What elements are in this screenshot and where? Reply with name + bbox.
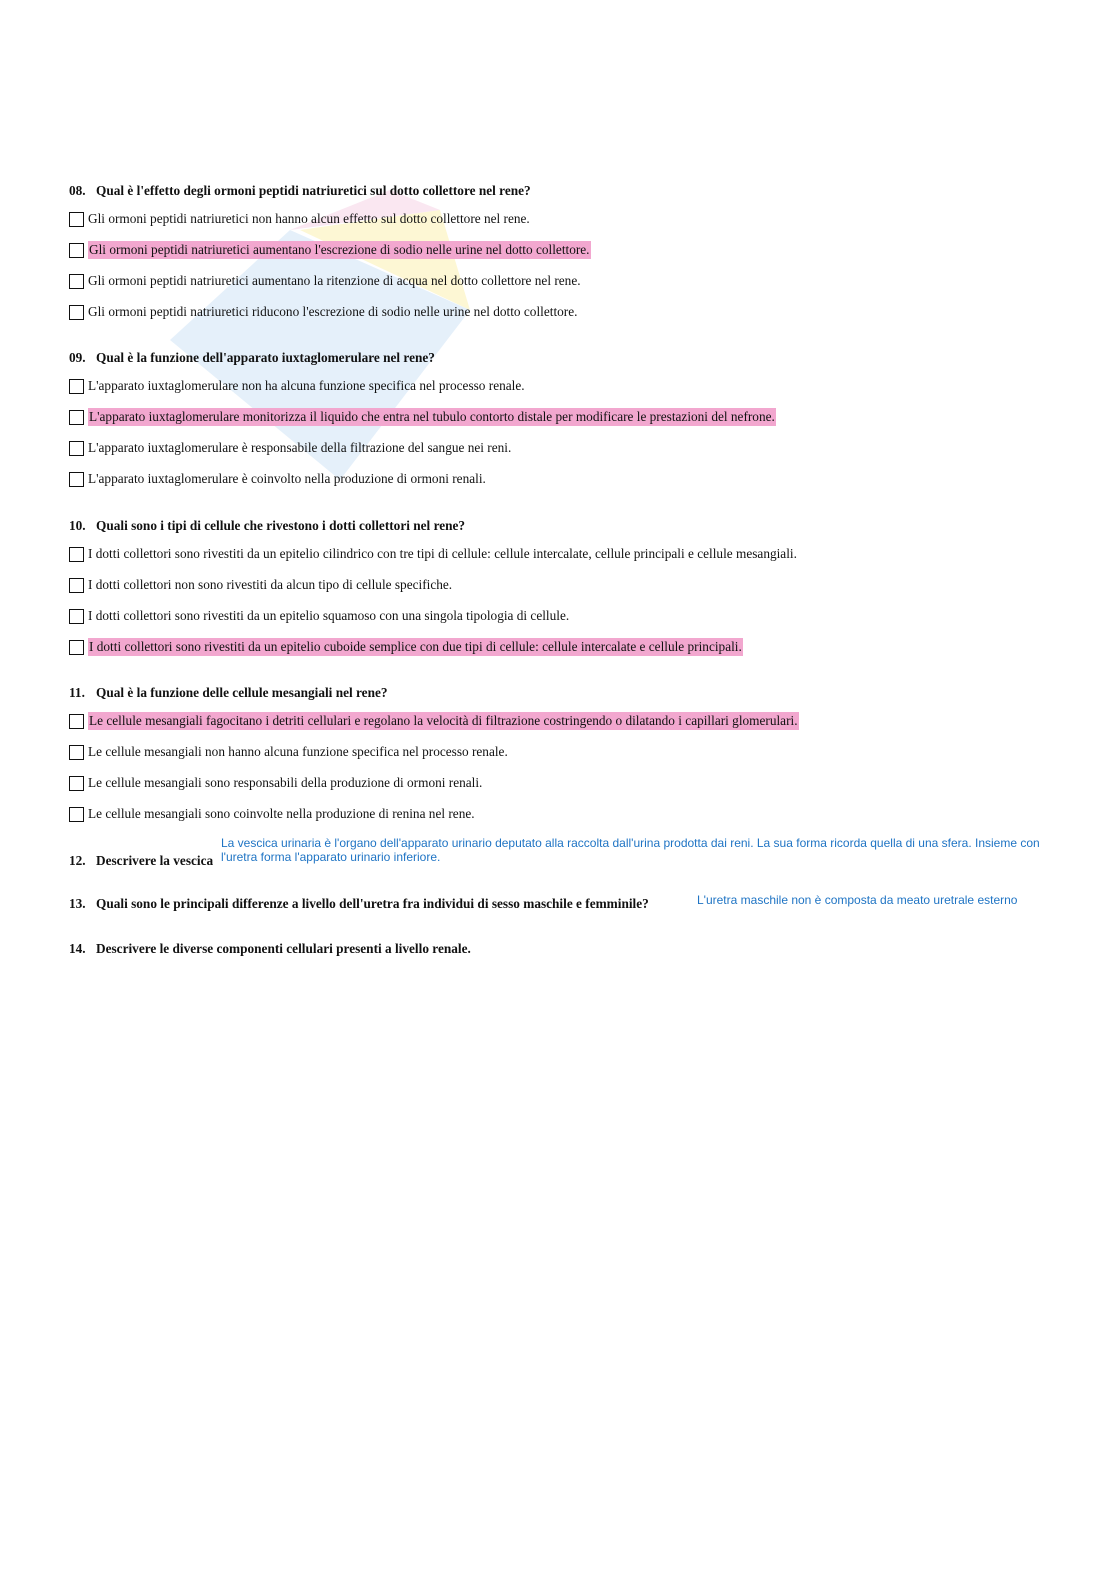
question-number: 09. bbox=[69, 350, 86, 365]
question-12-answer-line-1[interactable]: La vescica urinaria è l'organo dell'apparato urinario deputato alla raccolta dall'urina prodotta dai reni. La sua forma ricorda quella di una sfera. Insieme con bbox=[221, 836, 1040, 850]
option-text-highlighted: Le cellule mesangiali fagocitano i detriti cellulari e regolano la velocità di filtrazione costringendo o dilatando i capillari glomerulari. bbox=[89, 713, 798, 728]
checkbox[interactable] bbox=[69, 305, 84, 320]
question-text: Quali sono i tipi di cellule che rivestono i dotti collettori nel rene? bbox=[96, 518, 466, 533]
question-text: Descrivere la vescica bbox=[96, 853, 214, 868]
checkbox[interactable] bbox=[69, 609, 84, 624]
question-09-option-1[interactable] bbox=[69, 377, 525, 395]
option-text-highlighted: Gli ormoni peptidi natriuretici aumentano l'escrezione di sodio nelle urine nel dotto collettore. bbox=[89, 242, 590, 257]
option-text: I dotti collettori non sono rivestiti da alcun tipo di cellule specifiche. bbox=[88, 577, 453, 592]
question-number: 12. bbox=[69, 853, 86, 868]
checkbox[interactable] bbox=[69, 441, 84, 456]
option-text-highlighted: L'apparato iuxtaglomerulare monitorizza il liquido che entra nel tubulo contorto distale per modificare le prestazioni del nefrone. bbox=[89, 409, 775, 424]
question-10-title bbox=[69, 518, 465, 534]
question-number: 10. bbox=[69, 518, 86, 533]
question-10-option-3[interactable] bbox=[69, 607, 569, 625]
option-text: I dotti collettori sono rivestiti da un epitelio squamoso con una singola tipologia di cellule. bbox=[88, 608, 570, 623]
checkbox[interactable] bbox=[69, 776, 84, 791]
checkbox[interactable] bbox=[69, 379, 84, 394]
question-08-option-4[interactable] bbox=[69, 303, 577, 321]
question-09-option-2[interactable] bbox=[69, 408, 776, 426]
checkbox[interactable] bbox=[69, 547, 84, 562]
option-text: L'apparato iuxtaglomerulare è responsabile della filtrazione del sangue nei reni. bbox=[88, 440, 512, 455]
question-11-option-3[interactable] bbox=[69, 774, 482, 792]
question-08-option-1[interactable] bbox=[69, 210, 530, 228]
question-text: Quali sono le principali differenze a livello dell'uretra fra individui di sesso maschile e femminile? bbox=[96, 896, 649, 911]
checkbox[interactable] bbox=[69, 714, 84, 729]
checkbox[interactable] bbox=[69, 640, 84, 655]
option-text: L'apparato iuxtaglomerulare non ha alcuna funzione specifica nel processo renale. bbox=[88, 378, 525, 393]
checkbox[interactable] bbox=[69, 472, 84, 487]
question-09-title bbox=[69, 350, 435, 366]
question-11-option-4[interactable] bbox=[69, 805, 475, 823]
question-number: 11. bbox=[69, 685, 85, 700]
option-text-highlighted: I dotti collettori sono rivestiti da un epitelio cuboide semplice con due tipi di cellule: cellule intercalate e cellule principali. bbox=[89, 639, 742, 654]
checkbox[interactable] bbox=[69, 410, 84, 425]
checkbox[interactable] bbox=[69, 212, 84, 227]
question-11-title bbox=[69, 685, 388, 701]
question-08-option-2[interactable] bbox=[69, 241, 591, 259]
option-text: L'apparato iuxtaglomerulare è coinvolto nella produzione di ormoni renali. bbox=[88, 471, 486, 486]
question-text: Qual è l'effetto degli ormoni peptidi natriuretici sul dotto collettore nel rene? bbox=[96, 183, 531, 198]
option-text: I dotti collettori sono rivestiti da un epitelio cilindrico con tre tipi di cellule: cellule intercalate, cellule principali e cellule mesangiali. bbox=[88, 546, 797, 561]
option-text: Le cellule mesangiali sono coinvolte nella produzione di renina nel rene. bbox=[88, 806, 475, 821]
question-number: 13. bbox=[69, 896, 86, 911]
option-text: Le cellule mesangiali non hanno alcuna funzione specifica nel processo renale. bbox=[88, 744, 508, 759]
question-13-answer[interactable]: L'uretra maschile non è composta da meato uretrale esterno bbox=[697, 893, 1018, 907]
checkbox[interactable] bbox=[69, 745, 84, 760]
question-number: 14. bbox=[69, 941, 86, 956]
question-text: Qual è la funzione delle cellule mesangiali nel rene? bbox=[96, 685, 388, 700]
checkbox[interactable] bbox=[69, 578, 84, 593]
question-10-option-1[interactable] bbox=[69, 545, 797, 563]
question-10-option-2[interactable] bbox=[69, 576, 452, 594]
option-text: Le cellule mesangiali sono responsabili della produzione di ormoni renali. bbox=[88, 775, 483, 790]
question-08-title bbox=[69, 183, 531, 199]
question-12-title bbox=[69, 853, 213, 869]
checkbox[interactable] bbox=[69, 274, 84, 289]
checkbox[interactable] bbox=[69, 243, 84, 258]
checkbox[interactable] bbox=[69, 807, 84, 822]
option-text: Gli ormoni peptidi natriuretici aumentano la ritenzione di acqua nel dotto collettore nel rene. bbox=[88, 273, 581, 288]
question-12-answer-line-2[interactable]: l'uretra forma l'apparato urinario inferiore. bbox=[221, 850, 441, 864]
question-11-option-1[interactable] bbox=[69, 712, 799, 730]
option-text: Gli ormoni peptidi natriuretici non hanno alcun effetto sul dotto collettore nel rene. bbox=[88, 211, 530, 226]
question-10-option-4[interactable] bbox=[69, 638, 743, 656]
option-text: Gli ormoni peptidi natriuretici riducono l'escrezione di sodio nelle urine nel dotto collettore. bbox=[88, 304, 578, 319]
question-14-title bbox=[69, 941, 471, 957]
question-number: 08. bbox=[69, 183, 86, 198]
question-text: Qual è la funzione dell'apparato iuxtaglomerulare nel rene? bbox=[96, 350, 435, 365]
question-11-option-2[interactable] bbox=[69, 743, 508, 761]
question-08-option-3[interactable] bbox=[69, 272, 581, 290]
question-13-title bbox=[69, 896, 649, 912]
question-text: Descrivere le diverse componenti cellulari presenti a livello renale. bbox=[96, 941, 471, 956]
question-09-option-3[interactable] bbox=[69, 439, 511, 457]
question-09-option-4[interactable] bbox=[69, 470, 486, 488]
